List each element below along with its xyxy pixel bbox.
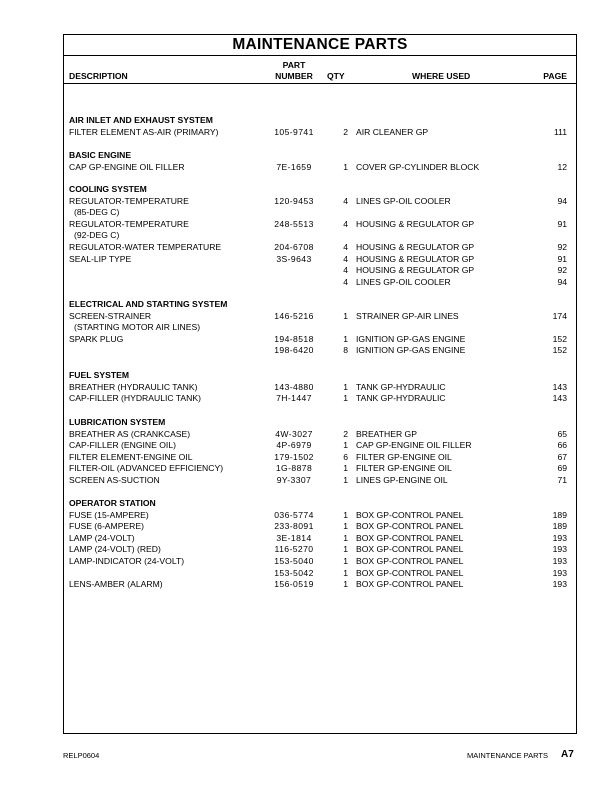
cell-part-number: 146-5216 (274, 310, 314, 321)
cell-part-number: 156-0519 (274, 579, 314, 590)
table-row (64, 475, 576, 486)
cell-where-used: BOX GP-CONTROL PANEL (356, 532, 464, 543)
cell-qty: 4 (343, 276, 348, 287)
cell-part-number: 198-6420 (274, 345, 314, 356)
cell-description: LENS-AMBER (ALARM) (69, 579, 163, 590)
cell-qty: 1 (343, 310, 348, 321)
cell-part-number: 3S-9643 (276, 253, 312, 264)
cell-page: 12 (557, 161, 567, 172)
table-row (64, 334, 576, 345)
cell-page: 193 (552, 579, 567, 590)
cell-page: 94 (557, 195, 567, 206)
title-divider (64, 55, 576, 56)
cell-page: 66 (557, 440, 567, 451)
cell-where-used: BOX GP-CONTROL PANEL (356, 509, 464, 520)
cell-where-used: TANK GP-HYDRAULIC (356, 381, 446, 392)
cell-part-number: 153-5042 (274, 567, 314, 578)
cell-qty: 4 (343, 218, 348, 229)
cell-qty: 2 (343, 428, 348, 439)
cell-qty: 1 (343, 521, 348, 532)
cell-page: 189 (552, 509, 567, 520)
cell-part-number: 105-9741 (274, 126, 314, 137)
cell-part-number: 9Y-3307 (276, 475, 312, 485)
cell-page: 92 (557, 242, 567, 252)
cell-description: BREATHER (HYDRAULIC TANK) (69, 381, 198, 392)
cell-qty: 4 (343, 265, 348, 276)
table-row (64, 452, 576, 463)
page-title: MAINTENANCE PARTS (232, 36, 408, 53)
cell-page: 94 (557, 276, 567, 287)
table-row (64, 440, 576, 451)
cell-where-used: COVER GP-CYLINDER BLOCK (356, 161, 480, 172)
cell-where-used: CAP GP-ENGINE OIL FILLER (356, 440, 472, 451)
table-row (64, 393, 576, 404)
table-row (64, 322, 576, 333)
table-row (64, 544, 576, 555)
cell-page: 69 (557, 463, 567, 474)
header-where-used: WHERE USED (412, 71, 471, 81)
cell-part-number: 3E-1814 (276, 532, 312, 543)
cell-description: (STARTING MOTOR AIR LINES) (74, 322, 201, 333)
cell-qty: 1 (343, 333, 348, 344)
parts-table-frame (63, 34, 577, 734)
cell-page: 152 (552, 333, 567, 344)
cell-description: FUSE (6-AMPERE) (69, 521, 144, 532)
cell-where-used: HOUSING & REGULATOR GP (356, 265, 475, 276)
table-row (64, 510, 576, 521)
cell-page: 143 (552, 381, 567, 392)
table-row (64, 382, 576, 393)
cell-page: 193 (552, 567, 567, 578)
cell-description: FILTER-OIL (ADVANCED EFFICIENCY) (69, 463, 224, 474)
cell-part-number: 233-8091 (274, 521, 314, 532)
footer-section-title: MAINTENANCE PARTS (467, 751, 548, 760)
cell-qty: 2 (343, 126, 348, 137)
cell-where-used: BOX GP-CONTROL PANEL (356, 556, 464, 566)
cell-where-used: HOUSING & REGULATOR GP (356, 242, 475, 252)
cell-qty: 1 (343, 440, 348, 451)
cell-page: 193 (552, 544, 567, 555)
cell-qty: 1 (343, 567, 348, 578)
cell-part-number: 1G-8878 (275, 463, 313, 474)
cell-where-used: BOX GP-CONTROL PANEL (356, 544, 464, 555)
table-row (64, 521, 576, 532)
cell-description: FUSE (15-AMPERE) (69, 509, 149, 520)
cell-part-number: 204-6708 (274, 242, 314, 252)
header-divider (64, 83, 576, 84)
cell-qty: 4 (343, 195, 348, 206)
cell-page: 92 (557, 265, 567, 276)
cell-page: 174 (552, 310, 567, 321)
footer-doc-id: RELP0604 (63, 751, 100, 760)
cell-part-number: 120-9453 (274, 195, 314, 206)
cell-description: REGULATOR-TEMPERATURE (69, 195, 189, 206)
cell-description: FILTER ELEMENT AS-AIR (PRIMARY) (69, 126, 219, 137)
cell-where-used: FILTER GP-ENGINE OIL (356, 451, 452, 462)
table-row (64, 277, 576, 288)
cell-description: SCREEN AS-SUCTION (69, 475, 160, 485)
cell-part-number: 248-5513 (274, 218, 314, 229)
cell-part-number: 036-5774 (274, 509, 314, 520)
cell-description: REGULATOR-WATER TEMPERATURE (69, 242, 222, 252)
section-heading: COOLING SYSTEM (69, 184, 147, 194)
cell-description: SCREEN-STRAINER (69, 310, 152, 321)
cell-page: 152 (552, 345, 567, 356)
table-row (64, 230, 576, 241)
cell-page: 111 (553, 126, 567, 137)
cell-qty: 1 (343, 579, 348, 590)
cell-where-used: BOX GP-CONTROL PANEL (356, 567, 464, 578)
cell-page: 91 (557, 253, 567, 264)
cell-qty: 1 (343, 475, 348, 485)
cell-qty: 1 (343, 532, 348, 543)
table-row (64, 127, 576, 138)
cell-where-used: BOX GP-CONTROL PANEL (356, 579, 464, 590)
cell-part-number: 143-4880 (274, 381, 314, 392)
cell-page: 143 (552, 393, 567, 404)
cell-where-used: STRAINER GP-AIR LINES (356, 310, 459, 321)
header-part-line1: PART (282, 60, 306, 70)
section-heading: FUEL SYSTEM (69, 370, 130, 380)
table-row (64, 265, 576, 276)
cell-qty: 1 (343, 381, 348, 392)
section-heading: BASIC ENGINE (69, 150, 132, 160)
cell-qty: 4 (343, 242, 348, 252)
cell-part-number: 7E-1659 (276, 161, 312, 172)
footer-page-number: A7 (561, 749, 574, 760)
cell-part-number: 179-1502 (274, 451, 314, 462)
cell-part-number: 194-8518 (274, 333, 314, 344)
table-row (64, 219, 576, 230)
table-row (64, 311, 576, 322)
cell-where-used: LINES GP-OIL COOLER (356, 276, 451, 287)
cell-qty: 8 (343, 345, 348, 356)
cell-page: 91 (557, 218, 567, 229)
table-row (64, 579, 576, 590)
cell-qty: 1 (343, 161, 348, 172)
table-row (64, 568, 576, 579)
section-heading: ELECTRICAL AND STARTING SYSTEM (69, 299, 228, 309)
cell-page: 193 (552, 556, 567, 566)
table-row (64, 207, 576, 218)
cell-description: LAMP-INDICATOR (24-VOLT) (69, 556, 185, 566)
section-heading: AIR INLET AND EXHAUST SYSTEM (69, 115, 213, 125)
cell-part-number: 153-5040 (274, 556, 314, 566)
cell-where-used: IGNITION GP-GAS ENGINE (356, 333, 466, 344)
cell-description: BREATHER AS (CRANKCASE) (69, 428, 191, 439)
cell-where-used: HOUSING & REGULATOR GP (356, 218, 475, 229)
table-row (64, 533, 576, 544)
cell-where-used: IGNITION GP-GAS ENGINE (356, 345, 466, 356)
cell-where-used: BOX GP-CONTROL PANEL (356, 521, 464, 532)
cell-where-used: AIR CLEANER GP (356, 126, 429, 137)
cell-description: (92-DEG C) (74, 230, 120, 241)
cell-qty: 1 (343, 556, 348, 566)
cell-qty: 1 (343, 463, 348, 474)
cell-where-used: BREATHER GP (356, 428, 417, 439)
cell-page: 189 (552, 521, 567, 532)
cell-page: 71 (557, 475, 567, 485)
cell-where-used: LINES GP-ENGINE OIL (356, 475, 448, 485)
section-heading: OPERATOR STATION (69, 498, 156, 508)
cell-description: FILTER ELEMENT-ENGINE OIL (69, 451, 193, 462)
header-part-line2: NUMBER (275, 71, 313, 81)
cell-description: LAMP (24-VOLT) (69, 532, 135, 543)
cell-part-number: 7H-1447 (276, 393, 312, 404)
cell-page: 193 (552, 532, 567, 543)
table-row (64, 254, 576, 265)
cell-qty: 6 (343, 451, 348, 462)
cell-description: REGULATOR-TEMPERATURE (69, 218, 189, 229)
cell-part-number: 4W-3027 (275, 428, 313, 439)
cell-description: CAP GP-ENGINE OIL FILLER (69, 161, 185, 172)
header-description: DESCRIPTION (69, 71, 128, 81)
cell-description: CAP-FILLER (HYDRAULIC TANK) (69, 393, 201, 404)
cell-where-used: FILTER GP-ENGINE OIL (356, 463, 452, 474)
header-qty: QTY (327, 71, 345, 81)
cell-qty: 1 (343, 393, 348, 404)
table-row (64, 162, 576, 173)
table-row (64, 463, 576, 474)
cell-where-used: LINES GP-OIL COOLER (356, 195, 451, 206)
cell-description: LAMP (24-VOLT) (RED) (69, 544, 161, 555)
cell-where-used: TANK GP-HYDRAULIC (356, 393, 446, 404)
cell-description: SEAL-LIP TYPE (69, 253, 132, 264)
cell-description: (85-DEG C) (74, 207, 120, 218)
table-row (64, 196, 576, 207)
cell-page: 67 (557, 451, 567, 462)
cell-page: 65 (557, 428, 567, 439)
cell-description: CAP-FILLER (ENGINE OIL) (69, 440, 176, 451)
cell-qty: 1 (343, 509, 348, 520)
cell-description: SPARK PLUG (69, 333, 124, 344)
table-row (64, 429, 576, 440)
table-row (64, 345, 576, 356)
cell-qty: 1 (343, 544, 348, 555)
cell-qty: 4 (343, 253, 348, 264)
header-page: PAGE (543, 71, 567, 81)
table-row (64, 556, 576, 567)
cell-part-number: 4P-6979 (276, 440, 312, 451)
cell-part-number: 116-5270 (274, 544, 314, 555)
cell-where-used: HOUSING & REGULATOR GP (356, 253, 475, 264)
section-heading: LUBRICATION SYSTEM (69, 417, 166, 427)
table-row (64, 242, 576, 253)
